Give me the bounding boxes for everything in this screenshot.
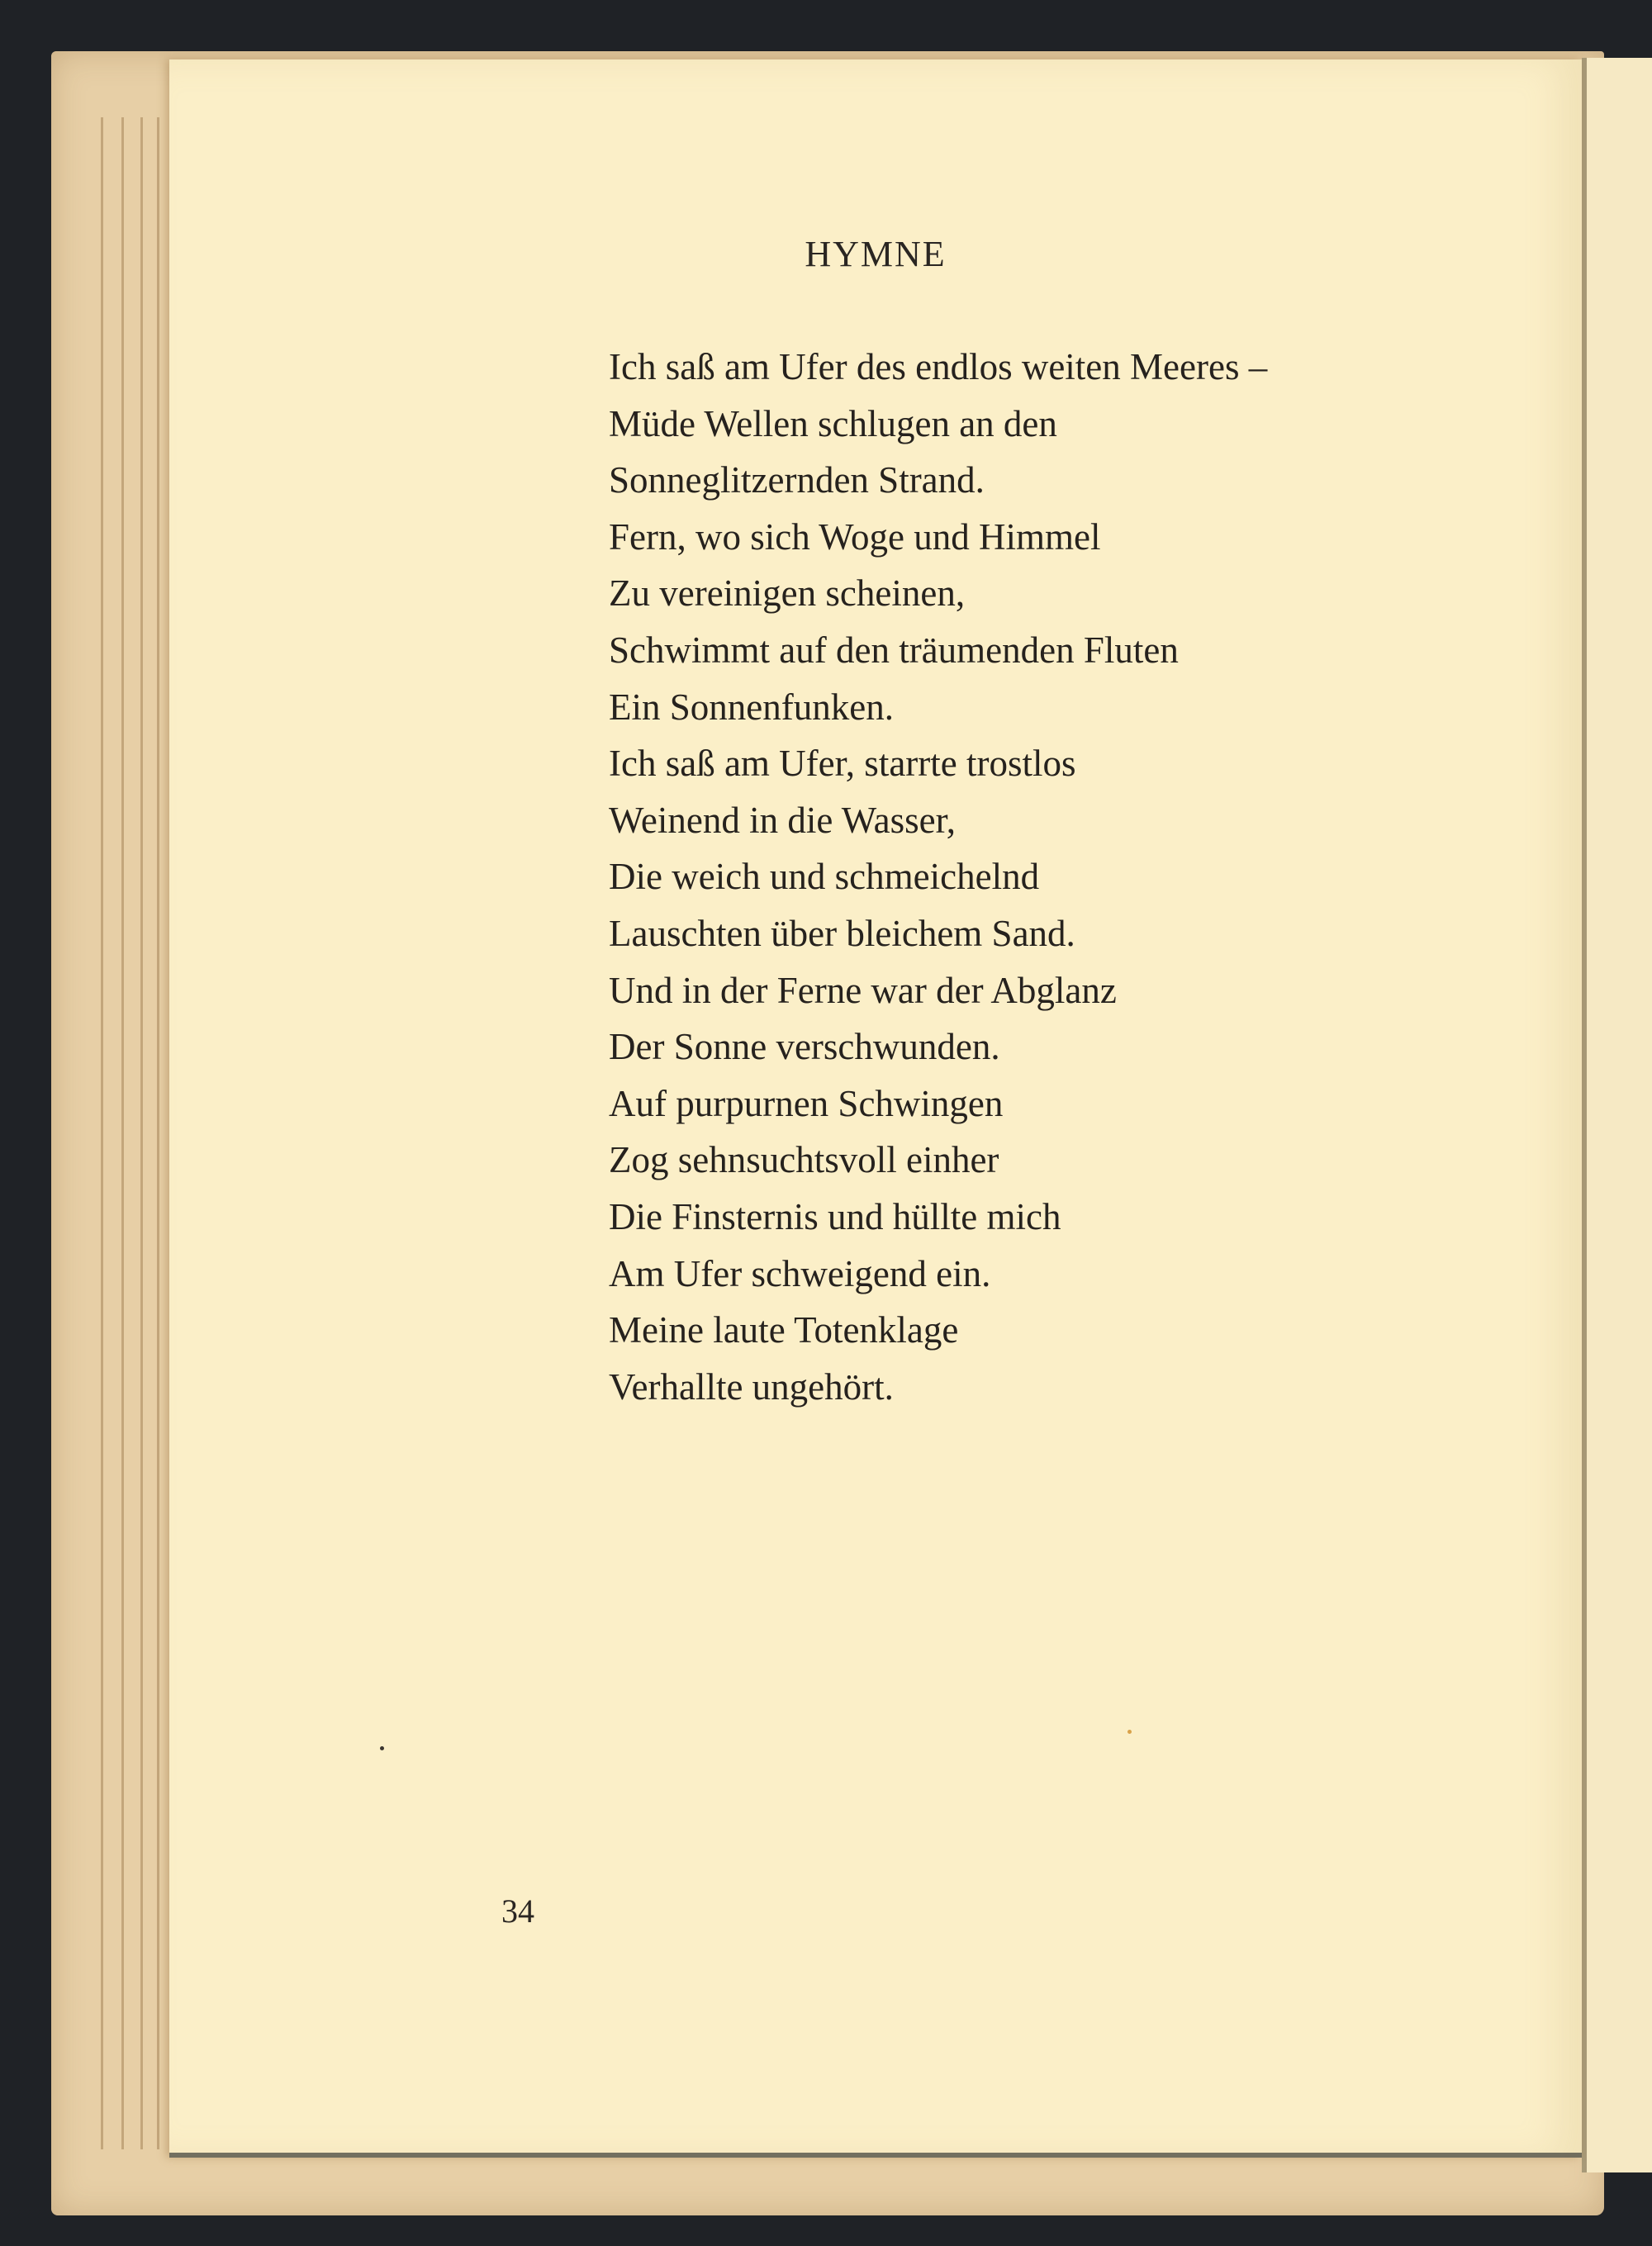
poem-line: Zu vereinigen scheinen, xyxy=(609,572,966,615)
poem-line: Auf purpurnen Schwingen xyxy=(609,1082,1004,1124)
poem-line: Ich saß am Ufer des endlos weiten Meeres – xyxy=(609,346,1268,387)
poem-line: Meine laute Totenklage xyxy=(609,1309,959,1351)
page-edge-line xyxy=(140,117,143,2149)
poem-line: Ich saß am Ufer, starrte trostlos xyxy=(609,743,1076,785)
adjacent-page xyxy=(1582,58,1652,2172)
poem-body xyxy=(609,339,1559,1415)
poem-line: Sonneglitzernden Strand. xyxy=(609,459,985,501)
poem-line: Lauschten über bleichem Sand. xyxy=(609,912,1075,954)
poem-title: HYMNE xyxy=(805,234,947,274)
poem-line: Müde Wellen schlugen an den xyxy=(609,402,1057,444)
page-edge-line xyxy=(157,117,159,2149)
page-bottom-edge xyxy=(169,2153,1582,2158)
paper-speck xyxy=(1127,1730,1132,1734)
page-number: 34 xyxy=(501,1892,534,1930)
poem-line: Zog sehnsuchtsvoll einher xyxy=(609,1139,999,1181)
book-page xyxy=(169,59,1582,2158)
poem-line: Schwimmt auf den träumenden Fluten xyxy=(609,629,1179,671)
poem-line: Die Finsternis und hüllte mich xyxy=(609,1195,1061,1237)
poem-line: Der Sonne verschwunden. xyxy=(609,1026,1000,1068)
page-edge-line xyxy=(101,117,103,2149)
poem-line: Verhallte ungehört. xyxy=(609,1365,894,1408)
paper-speck xyxy=(380,1746,384,1750)
page-edge-line xyxy=(121,117,124,2149)
poem-line: Am Ufer schweigend ein. xyxy=(609,1252,991,1294)
poem-line: Fern, wo sich Woge und Himmel xyxy=(609,515,1101,558)
poem-line: Die weich und schmeichelnd xyxy=(609,856,1040,898)
poem-line: Ein Sonnenfunken. xyxy=(609,686,894,728)
poem-line: Und in der Ferne war der Abglanz xyxy=(609,969,1117,1011)
poem-line: Weinend in die Wasser, xyxy=(609,799,957,841)
